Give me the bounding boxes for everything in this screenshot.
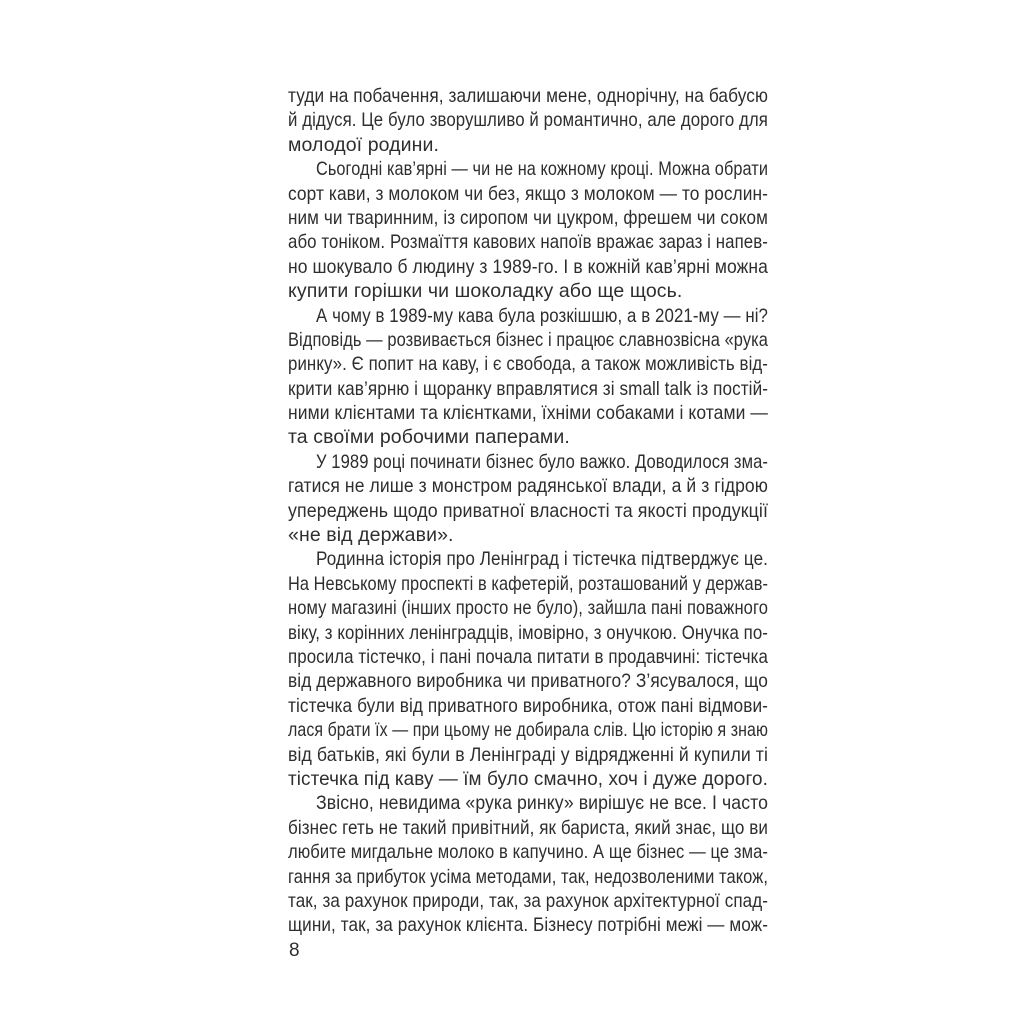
text-line: бізнес геть не такий привітний, як бариста, який знає, що ви: [288, 816, 768, 839]
text-line: упереджень щодо приватної власності та якості продукції: [288, 499, 768, 522]
text-line: ному магазині (інших просто не було), зайшла пані поважного: [288, 597, 768, 620]
text-line: На Невському проспекті в кафетерій, розташований у держав-: [288, 572, 768, 595]
text-line: Звісно, невидима «рука ринку» вирішує не все. І часто: [316, 792, 768, 815]
text-line: тістечка були від приватного виробника, отож пані відмови-: [288, 694, 768, 717]
text-line: ними клієнтами та клієнтками, їхніми собаками і котами —: [288, 402, 768, 425]
text-line: Родинна історія про Ленінград і тістечка підтверджує це.: [316, 548, 768, 571]
paragraph-4: [288, 450, 768, 548]
text-line: А чому в 1989-му кава була розкішшю, а в 2021-му — ні?: [316, 304, 768, 327]
text-line: любите мигдальне молоко в капучино. А ще бізнес — це зма-: [288, 841, 768, 864]
text-line: ринку». Є попит на каву, і є свобода, а також можливість від-: [288, 353, 768, 376]
text-line: так, за рахунок природи, так, за рахунок архітектурної спад-: [288, 889, 768, 912]
text-line: віку, з корінних ленінградців, імовірно, з онучкою. Онучка по-: [288, 621, 768, 644]
text-line: лася брати їх — при цьому не добирала слів. Цю історію я знаю: [288, 719, 768, 742]
body-text: [288, 84, 768, 938]
text-line: ним чи тваринним, із сиропом чи цукром, фрешем чи соком: [288, 206, 768, 229]
page-number: 8: [289, 940, 300, 961]
text-line: щини, так, за рахунок клієнта. Бізнесу потрібні межі — мож-: [288, 914, 768, 937]
text-line: або тоніком. Розмаїття кавових напоїв вражає зараз і напев-: [288, 231, 768, 254]
text-line: крити кав’ярню і щоранку вправлятися зі small talk із постій-: [288, 377, 768, 400]
text-line: Відповідь — розвивається бізнес і працює славнозвісна «рука: [288, 328, 768, 351]
text-line: но шокувало б людину з 1989-го. І в кожній кав’ярні можна: [288, 255, 768, 278]
text-line: туди на побачення, залишаючи мене, однорічну, на бабусю: [288, 85, 768, 107]
text-line: гання за прибуток усіма методами, так, недозволеними також,: [288, 865, 768, 888]
paragraph-6: [288, 791, 768, 937]
paragraph-5: [288, 547, 768, 791]
paragraph-1: [288, 84, 768, 157]
paragraph-2: [288, 157, 768, 303]
paragraph-3: [288, 304, 768, 450]
text-line: й дідуся. Це було зворушливо й романтично, але дорого для: [288, 109, 768, 132]
text-line: сорт кави, з молоком чи без, якщо з молоком — то рослин-: [288, 182, 768, 205]
text-line: від батьків, які були в Ленінграді у відрядженні й купили ті: [288, 743, 768, 766]
text-line: просила тістечко, і пані почала питати в продавчині: тістечка: [288, 645, 768, 668]
text-line: Сьогодні кав’ярні — чи не на кожному кроці. Можна обрати: [316, 158, 768, 181]
text-line: та своїми робочими паперами.: [288, 426, 570, 449]
text-line: від державного виробника чи приватного? З’ясувалося, що: [288, 670, 768, 693]
text-line: гатися не лише з монстром радянської влади, а й з гідрою: [288, 475, 768, 498]
text-line: тістечка під каву — їм було смачно, хоч і дуже дорого.: [288, 767, 768, 790]
text-line: У 1989 році починати бізнес було важко. Доводилося зма-: [316, 450, 768, 473]
text-line: «не від держави».: [288, 524, 454, 547]
text-line: купити горішки чи шоколадку або ще щось.: [288, 280, 683, 303]
text-line: молодої родини.: [288, 133, 440, 156]
